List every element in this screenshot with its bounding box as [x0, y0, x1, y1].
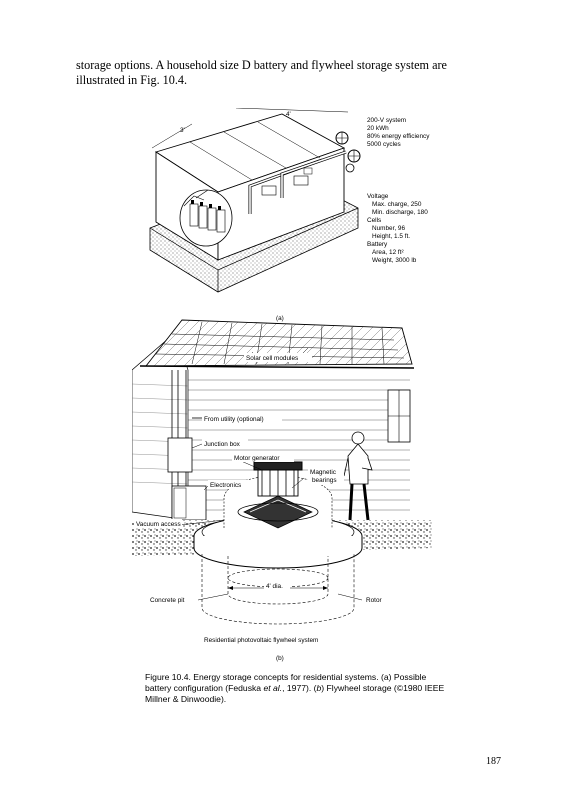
label-rotor: Rotor: [366, 597, 382, 604]
panel-label-a: (a): [276, 315, 284, 322]
caption-text: battery configuration (Feduska: [145, 683, 264, 693]
caption-emphasis: et al.: [263, 683, 283, 693]
spec-line: Height, 1.5 ft.: [372, 233, 411, 240]
spec-heading: Cells: [367, 217, 382, 224]
dim-depth: 4': [286, 111, 291, 118]
intro-paragraph: [76, 58, 516, 88]
caption-line-3: Millner & Dinwoodie).: [145, 694, 227, 704]
label-solar-modules: Solar cell modules: [246, 355, 299, 362]
label-from-utility: From utility (optional): [204, 416, 264, 423]
intro-line-1: storage options. A household size D battery and flywheel storage system are: [76, 58, 447, 72]
dim-width: 3': [180, 127, 185, 134]
caption-text: , 1977). (: [282, 683, 317, 693]
panel-label-b: (b): [276, 655, 284, 662]
spec-line: 5000 cycles: [367, 141, 401, 148]
battery-specs-bottom: [367, 193, 428, 264]
spec-line: 20 kWh: [367, 125, 389, 132]
label-diameter: 4' dia.: [266, 583, 283, 590]
spec-line: Min. discharge, 180: [372, 209, 428, 216]
spec-line: Area, 12 ft²: [372, 249, 404, 256]
flywheel-illustration: [132, 320, 432, 624]
intro-line-2: illustrated in Fig. 10.4.: [76, 73, 188, 87]
label-motor-generator: Motor generator: [234, 455, 280, 462]
battery-specs-top: [367, 117, 430, 148]
label-junction-box: Junction box: [204, 441, 240, 448]
battery-illustration: [150, 108, 360, 292]
page-number: 187: [486, 756, 501, 767]
spec-line: Number, 96: [372, 225, 406, 232]
spec-line: Max. charge, 250: [372, 201, 422, 208]
label-vacuum-access: Vacuum access: [136, 521, 181, 528]
spec-heading: Battery: [367, 241, 388, 248]
spec-heading: Voltage: [367, 193, 389, 200]
caption-line-2: [145, 683, 445, 694]
label-system-title: Residential photovoltaic flywheel system: [204, 637, 319, 644]
figure-caption: [145, 672, 445, 705]
caption-line-1: Figure 10.4. Energy storage concepts for residential systems. (a) Possible: [145, 672, 427, 682]
caption-text: ) Flywheel storage (©1980 IEEE: [321, 683, 445, 693]
spec-line: Weight, 3000 lb: [372, 257, 417, 264]
label-concrete-pit: Concrete pit: [150, 597, 185, 604]
label-bearings: bearings: [312, 477, 337, 484]
label-electronics: Electronics: [210, 482, 242, 489]
spec-line: 80% energy efficiency: [367, 133, 430, 140]
caption-emphasis: b: [316, 683, 322, 693]
spec-line: 200-V system: [367, 117, 407, 124]
figure-10-4: [132, 108, 452, 666]
label-magnetic: Magnetic: [310, 469, 336, 476]
